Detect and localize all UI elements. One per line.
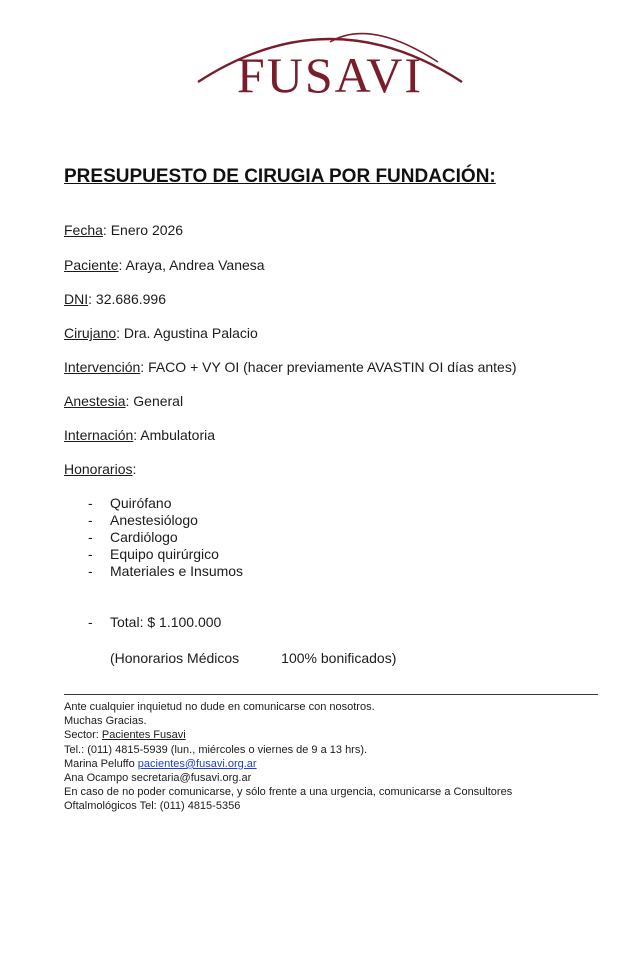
footer-line: Ante cualquier inquietud no dude en comunicarse con nosotros. bbox=[64, 701, 375, 713]
list-item: - Equipo quirúrgico bbox=[88, 546, 219, 562]
footer-line: Ana Ocampo secretaria@fusavi.org.ar bbox=[64, 772, 252, 785]
honorarios-note bbox=[110, 650, 396, 666]
field-honorarios: Honorarios: bbox=[64, 461, 137, 477]
contact-email-link[interactable]: pacientes@fusavi.org.ar bbox=[137, 757, 257, 770]
field-label: Anestesia bbox=[64, 393, 126, 409]
field-fecha: Fecha: Enero 2026 bbox=[64, 222, 184, 238]
field-value: 32.686.996 bbox=[95, 291, 166, 307]
footer-divider bbox=[64, 694, 598, 695]
field-anestesia: Anestesia: General bbox=[64, 393, 184, 409]
bullet-dash: - bbox=[88, 546, 93, 562]
note-part-a: (Honorarios Médicos bbox=[110, 650, 240, 666]
bullet-dash: - bbox=[88, 495, 93, 511]
footer-line: Oftalmológicos Tel: (011) 4815-5356 bbox=[64, 800, 241, 813]
document-title: PRESUPUESTO DE CIRUGIA POR FUNDACIÓN: bbox=[64, 166, 496, 187]
list-item: - Materiales e Insumos bbox=[88, 563, 244, 579]
total-value: Total: $ 1.100.000 bbox=[110, 614, 222, 630]
list-item: - Cardiólogo bbox=[88, 529, 178, 545]
field-label: Intervención bbox=[64, 359, 141, 375]
bullet-dash: - bbox=[88, 512, 93, 528]
field-internacion: Internación: Ambulatoria bbox=[64, 427, 215, 443]
bullet-dash: - bbox=[88, 529, 93, 545]
field-value: Ambulatoria bbox=[140, 427, 215, 443]
field-cirujano: Cirujano: Dra. Agustina Palacio bbox=[64, 325, 258, 341]
fusavi-logo bbox=[190, 22, 470, 102]
list-item: - Quirófano bbox=[88, 495, 172, 511]
note-part-b: 100% bonificados) bbox=[281, 650, 397, 666]
footer-line: Muchas Gracias. bbox=[64, 715, 147, 728]
total-line bbox=[88, 614, 221, 631]
field-value: General bbox=[133, 393, 184, 409]
footer bbox=[64, 700, 604, 814]
field-value: FACO + VY OI (hacer previamente AVASTIN OI días antes) bbox=[148, 359, 517, 375]
footer-contact bbox=[64, 757, 604, 771]
field-value: Dra. Agustina Palacio bbox=[123, 325, 258, 341]
field-value: Araya, Andrea Vanesa bbox=[125, 257, 265, 273]
bullet-dash: - bbox=[88, 563, 93, 579]
footer-sector bbox=[64, 728, 604, 742]
field-intervencion: Intervención: FACO + VY OI (hacer previamente AVASTIN OI días antes) bbox=[64, 359, 517, 375]
contact-name: Marina Peluffo bbox=[64, 757, 135, 770]
logo-text: FUSAVI bbox=[236, 47, 424, 103]
sector-label: Sector: bbox=[64, 729, 99, 742]
field-dni: DNI: 32.686.996 bbox=[64, 291, 166, 307]
bullet-dash: - bbox=[88, 614, 93, 630]
field-value: Enero 2026 bbox=[110, 222, 184, 238]
field-label: Fecha bbox=[64, 222, 103, 238]
footer-line: Tel.: (011) 4815-5939 (lun., miércoles o viernes de 9 a 13 hrs). bbox=[64, 743, 368, 756]
field-label: Internación bbox=[64, 427, 134, 443]
field-paciente: Paciente: Araya, Andrea Vanesa bbox=[64, 257, 265, 273]
sector-value: Pacientes Fusavi bbox=[101, 729, 186, 742]
list-item: - Anestesiólogo bbox=[88, 512, 198, 528]
field-label: Honorarios bbox=[64, 461, 133, 477]
footer-line: En caso de no poder comunicarse, y sólo frente a una urgencia, comunicarse a Consultores bbox=[64, 786, 513, 799]
field-label: Paciente bbox=[64, 257, 119, 273]
field-label: DNI bbox=[64, 291, 89, 307]
field-label: Cirujano bbox=[64, 325, 117, 341]
